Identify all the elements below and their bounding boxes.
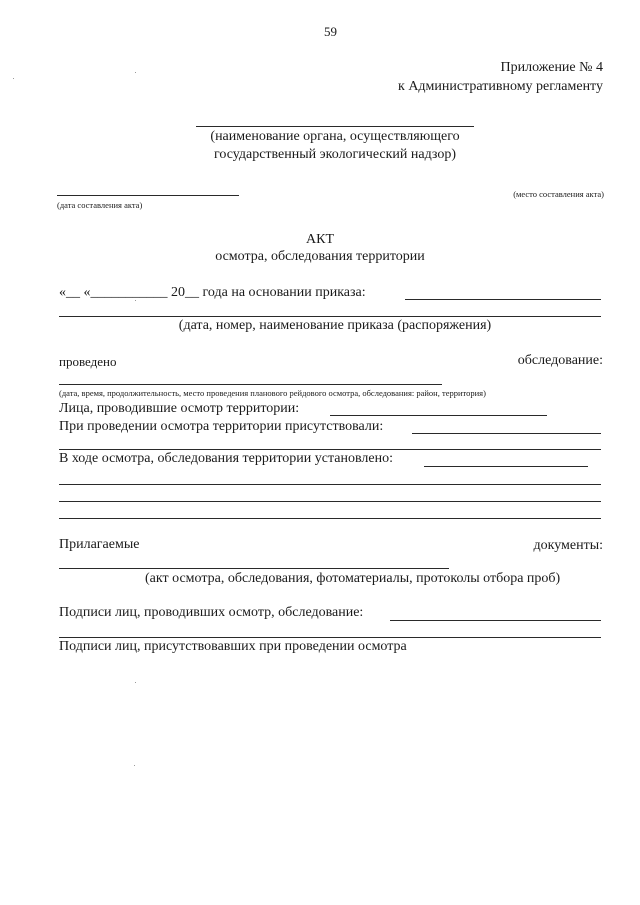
- order-caption: (дата, номер, наименование приказа (распоряжения): [178, 318, 492, 333]
- findings-label: В ходе осмотра, обследования территории установлено:: [59, 451, 393, 466]
- attachments-line: [59, 568, 449, 569]
- date-caption: (дата составления акта): [57, 200, 143, 210]
- signatures-present-label: Подписи лиц, присутствовавших при проведении осмотра: [59, 639, 407, 654]
- signatures-conducted-line: [390, 620, 601, 621]
- signatures-conducted-label: Подписи лиц, проводивших осмотр, обследование:: [59, 605, 364, 620]
- findings-line-4: [59, 518, 601, 519]
- appendix-title: Приложение № 4: [500, 60, 603, 75]
- persons-present-label: При проведении осмотра территории присутствовали:: [59, 419, 384, 434]
- signatures-extra-line: [59, 637, 601, 638]
- inspection-left-word: проведено: [59, 354, 117, 369]
- scan-speck: [135, 300, 136, 301]
- inspection-right-word: обследование:: [517, 353, 603, 368]
- authority-name-line: [196, 126, 474, 127]
- page-number: 59: [324, 24, 337, 39]
- place-caption: (место составления акта): [513, 189, 604, 199]
- scan-speck: [13, 78, 14, 79]
- attachments-left-word: Прилагаемые: [59, 537, 140, 552]
- persons-present-line: [412, 433, 601, 434]
- act-title: АКТ: [306, 232, 334, 247]
- authority-caption-line2: государственный экологический надзор): [213, 147, 457, 162]
- order-fill-line: [405, 299, 601, 300]
- persons-extra-line: [59, 449, 601, 450]
- attachments-right-word: документы:: [533, 538, 603, 553]
- persons-conducted-line: [330, 415, 547, 416]
- order-date-text: «__ «___________ 20__ года на основании приказа:: [59, 285, 366, 300]
- inspection-line: [59, 384, 442, 385]
- authority-caption-line1: (наименование органа, осуществляющего: [210, 129, 460, 144]
- findings-line-3: [59, 501, 601, 502]
- persons-conducted-label: Лица, проводившие осмотр территории:: [59, 401, 300, 416]
- findings-line-1: [424, 466, 588, 467]
- scan-speck: [135, 682, 136, 683]
- attachments-caption: (акт осмотра, обследования, фотоматериалы, протоколы отбора проб): [145, 571, 561, 586]
- act-subtitle: осмотра, обследования территории: [215, 249, 425, 264]
- scan-speck: [135, 72, 136, 73]
- scan-speck: [134, 765, 135, 766]
- inspection-caption: (дата, время, продолжительность, место проведения планового рейдового осмотра, обследования: район, территория): [59, 388, 486, 398]
- order-second-line: [59, 316, 601, 317]
- date-line: [57, 195, 239, 196]
- appendix-subtitle: к Административному регламенту: [398, 79, 603, 94]
- findings-line-2: [59, 484, 601, 485]
